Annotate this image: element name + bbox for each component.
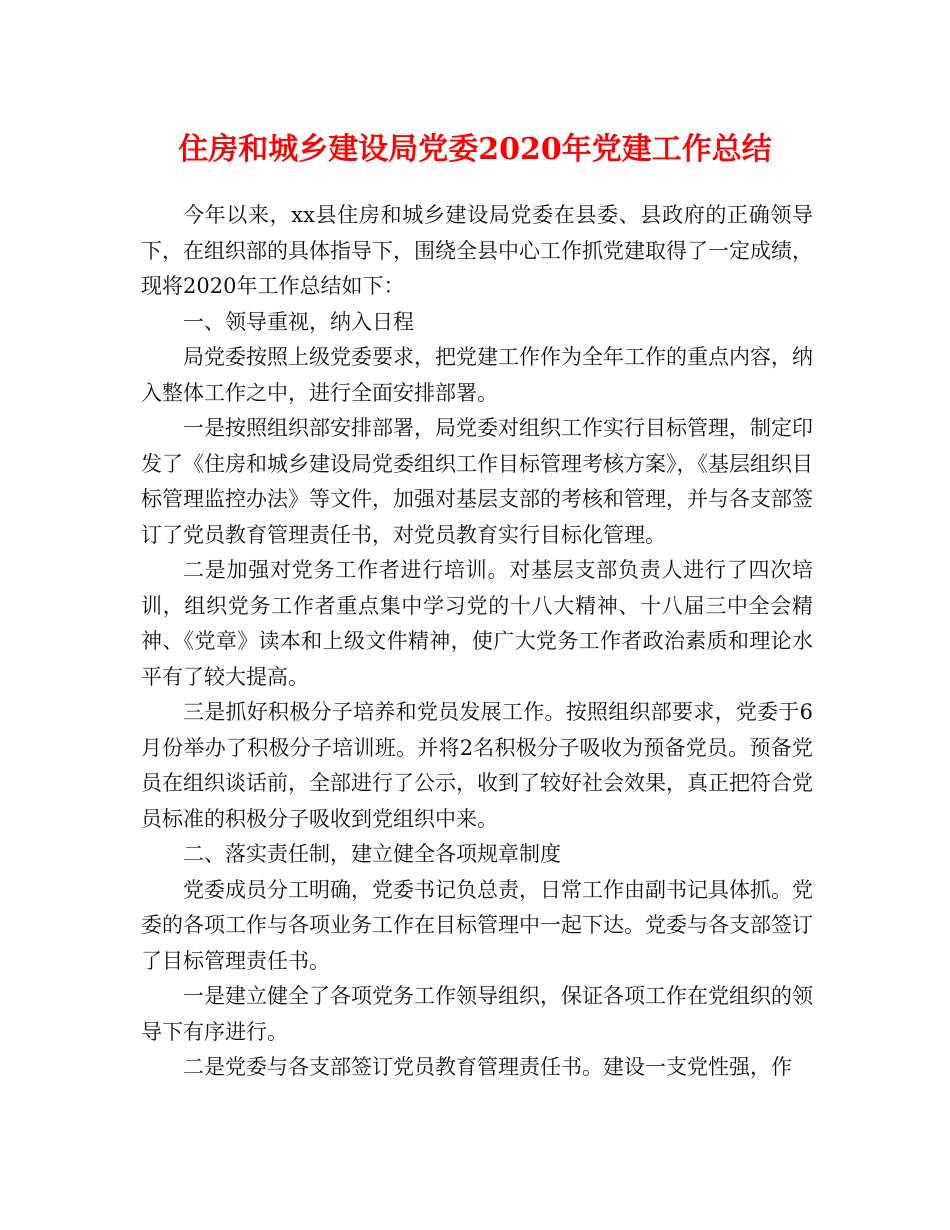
section-heading-2: 二、落实责任制，建立健全各项规章制度 [183, 842, 561, 866]
document-body [141, 198, 813, 1086]
paragraph-intro: 今年以来，xx县住房和城乡建设局党委在县委、县政府的正确领导下，在组织部的具体指导下，围绕全县中心工作抓党建取得了一定成绩，现将2020年工作总结如下： [141, 203, 813, 298]
paragraph: 二是加强对党务工作者进行培训。对基层支部负责人进行了四次培训，组织党务工作者重点集中学习党的十八大精神、十八届三中全会精神、《党章》读本和上级文件精神，使广大党务工作者政治素质和理论水平有了较大提高。 [141, 558, 813, 689]
paragraph: 党委成员分工明确，党委书记负总责，日常工作由副书记具体抓。党委的各项工作与各项业务工作在目标管理中一起下达。党委与各支部签订了目标管理责任书。 [141, 877, 813, 973]
paragraph: 一是按照组织部安排部署，局党委对组织工作实行目标管理，制定印发了《住房和城乡建设局党委组织工作目标管理考核方案》，《基层组织目标管理监控办法》等文件，加强对基层支部的考核和管理，并与各支部签订了党员教育管理责任书，对党员教育实行目标化管理。 [141, 416, 813, 547]
paragraph: 三是抓好积极分子培养和党员发展工作。按照组织部要求，党委于6月份举办了积极分子培训班。并将2名积极分子吸收为预备党员。预备党员在组织谈话前，全部进行了公示，收到了较好社会效果，真正把符合党员标准的积极分子吸收到党组织中来。 [141, 700, 813, 831]
paragraph: 二是党委与各支部签订党员教育管理责任书。建设一支党性强，作 [183, 1055, 792, 1079]
paragraph: 一是建立健全了各项党务工作领导组织，保证各项工作在党组织的领导下有序进行。 [141, 984, 813, 1044]
paragraph: 局党委按照上级党委要求，把党建工作作为全年工作的重点内容，纳入整体工作之中，进行全面安排部署。 [141, 345, 813, 405]
document-title: 住房和城乡建设局党委2020年党建工作总结 [178, 132, 772, 167]
section-heading-1: 一、领导重视，纳入日程 [183, 309, 414, 334]
